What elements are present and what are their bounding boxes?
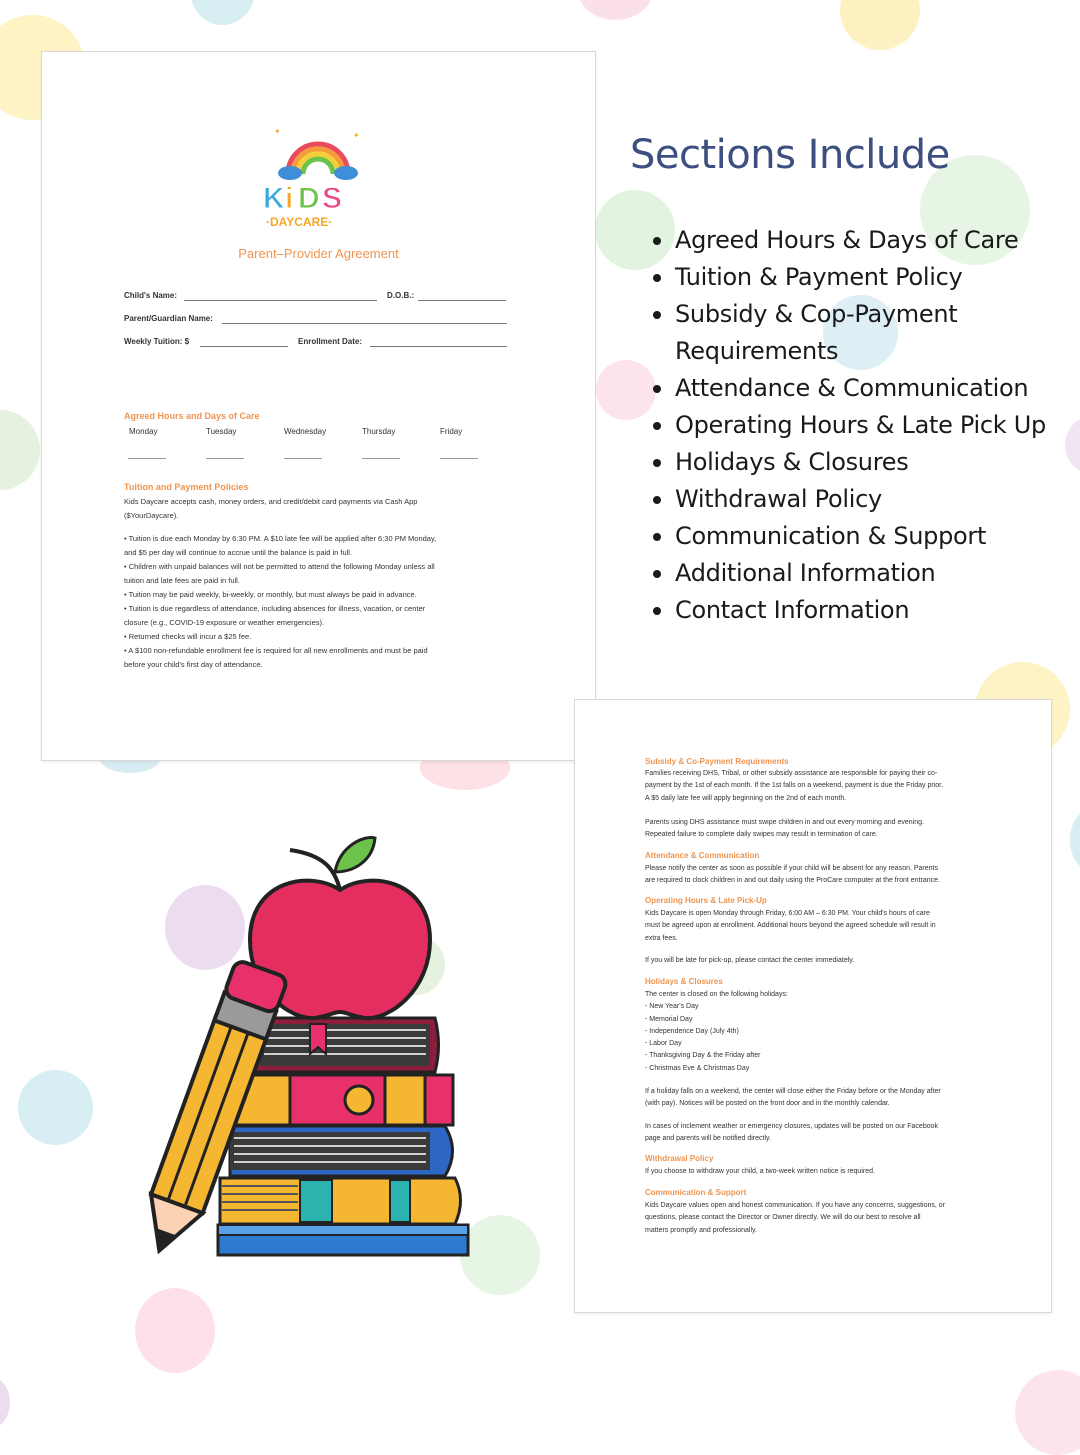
day-label: Tuesday: [206, 427, 237, 436]
section-item: Attendance & Communication: [652, 370, 1046, 407]
section-item: Withdrawal Policy: [652, 481, 1046, 518]
dob-line: [418, 300, 506, 301]
agreement-page-2: [575, 700, 1051, 1312]
weekly-tuition-label: Weekly Tuition: $: [124, 337, 190, 346]
weekly-tuition-line: [200, 346, 288, 347]
section-item: Communication & Support: [652, 518, 1046, 555]
holidays-heading: Holidays & Closures: [645, 977, 723, 986]
section-item: Holidays & Closures: [652, 444, 1046, 481]
day-blank: [440, 458, 478, 459]
operating-hours-text: Kids Daycare is open Monday through Friday, 6:00 AM – 6:30 PM. Your child's hours of care must be agreed upon at enrollment. Additional hours beyond the agreed schedule will result in extra fees.: [645, 910, 936, 942]
hours-heading: Agreed Hours and Days of Care: [124, 411, 260, 421]
parent-name-label: Parent/Guardian Name:: [124, 314, 213, 323]
subsidy-heading: Subsidy & Co-Payment Requirements: [645, 757, 789, 766]
sections-title: Sections Include: [630, 132, 950, 178]
day-label: Wednesday: [284, 427, 327, 436]
holidays-list: The center is closed on the following holidays: - New Year's Day - Memorial Day - Independence Day (July 4th) - Labor Day - Thanksgiving Day & the Friday after - Christmas Eve & Christmas Day: [645, 991, 788, 1072]
withdrawal-text: If you choose to withdraw your child, a two-week written notice is required.: [645, 1168, 875, 1175]
agreement-page-1: [42, 52, 595, 760]
day-blank: [206, 458, 244, 459]
sections-list: [652, 222, 1046, 629]
svg-text:S: S: [322, 182, 343, 215]
child-name-line: [184, 300, 377, 301]
section-item: Contact Information: [652, 592, 1046, 629]
tuition-policies: • Tuition is due each Monday by 6:30 PM. A $10 late fee will be applied after 6:30 PM Monday, and $5 per day will continue to accrue until the balance is paid in full. • Children with unpaid balances will not be permitted to attend the following Monday unless all tuition and late fees are paid in full. • Tuition may be paid weekly, bi-weekly, or monthly, but must always be paid in advance. • Tuition is due regardless of attendance, including absences for illness, vacation, or center closure (e.g., COVID-19 exposure or weather emergencies). • Returned checks will incur a $25 fee. • A $100 non-refundable enrollment fee is required for all new enrollments and must be paid before your child's first day of attendance.: [124, 534, 437, 669]
communication-heading: Communication & Support: [645, 1188, 747, 1197]
svg-text:·DAYCARE·: ·DAYCARE·: [266, 215, 333, 229]
section-item: Tuition & Payment Policy: [652, 259, 1046, 296]
enrollment-date-label: Enrollment Date:: [298, 337, 363, 346]
communication-text: Kids Daycare values open and honest communication. If you have any concerns, suggestions, or questions, please contact the Director or Owner directly. We will do our best to resolve all matters promptly and professionally.: [645, 1202, 946, 1234]
operating-hours-heading: Operating Hours & Late Pick-Up: [645, 896, 767, 905]
svg-text:K: K: [263, 182, 285, 215]
day-label: Monday: [129, 427, 158, 436]
day-label: Friday: [440, 427, 463, 436]
day-blank: [284, 458, 322, 459]
svg-text:i: i: [285, 182, 294, 215]
parent-name-line: [222, 323, 507, 324]
document-title: Parent–Provider Agreement: [238, 246, 399, 261]
enrollment-date-line: [370, 346, 507, 347]
section-item: Operating Hours & Late Pick Up: [652, 407, 1046, 444]
attendance-heading: Attendance & Communication: [645, 851, 760, 860]
section-item: Subsidy & Cop-Payment Requirements: [652, 296, 1046, 370]
dob-label: D.O.B.:: [387, 291, 415, 300]
late-pickup-text: If you will be late for pick-up, please contact the center immediately.: [645, 957, 855, 964]
section-item: Agreed Hours & Days of Care: [652, 222, 1046, 259]
subsidy-text: Families receiving DHS, Tribal, or other subsidy assistance are responsible for paying their co- payment by the 1st of each month. If the 1st falls on a weekend, payment is due the Friday prior. A $5 daily late fee will apply beginning on the 2nd of each month.: [645, 770, 944, 802]
withdrawal-heading: Withdrawal Policy: [645, 1154, 714, 1163]
attendance-text: Please notify the center as soon as possible if your child will be absent for any reason. Parents are required to clock children in and out daily using the ProCare computer at the front entrance.: [645, 865, 940, 885]
day-blank: [362, 458, 400, 459]
day-blank: [128, 458, 166, 459]
apple-books-pencil-illustration: [130, 830, 475, 1265]
weather-text: In cases of inclement weather or emergency closures, updates will be posted on our Facebook page and parents will be notified directly.: [645, 1123, 938, 1143]
section-item: Additional Information: [652, 555, 1046, 592]
kids-daycare-logo: [258, 116, 378, 236]
svg-text:✦: ✦: [353, 131, 360, 140]
day-label: Thursday: [362, 427, 396, 436]
tuition-intro: Kids Daycare accepts cash, money orders, and credit/debit card payments via Cash App ($YourDaycare).: [124, 497, 418, 520]
dhs-text: Parents using DHS assistance must swipe children in and out every morning and evening. Repeated failure to complete daily swipes may result in termination of care.: [645, 819, 924, 839]
svg-text:D: D: [298, 182, 320, 215]
weekend-holiday-text: If a holiday falls on a weekend, the center will close either the Friday before or the Monday after (with pay). Notices will be posted on the front door and in the monthly calendar.: [645, 1088, 941, 1108]
svg-text:✦: ✦: [274, 127, 281, 136]
child-name-label: Child's Name:: [124, 291, 178, 300]
tuition-heading: Tuition and Payment Policies: [124, 482, 249, 492]
